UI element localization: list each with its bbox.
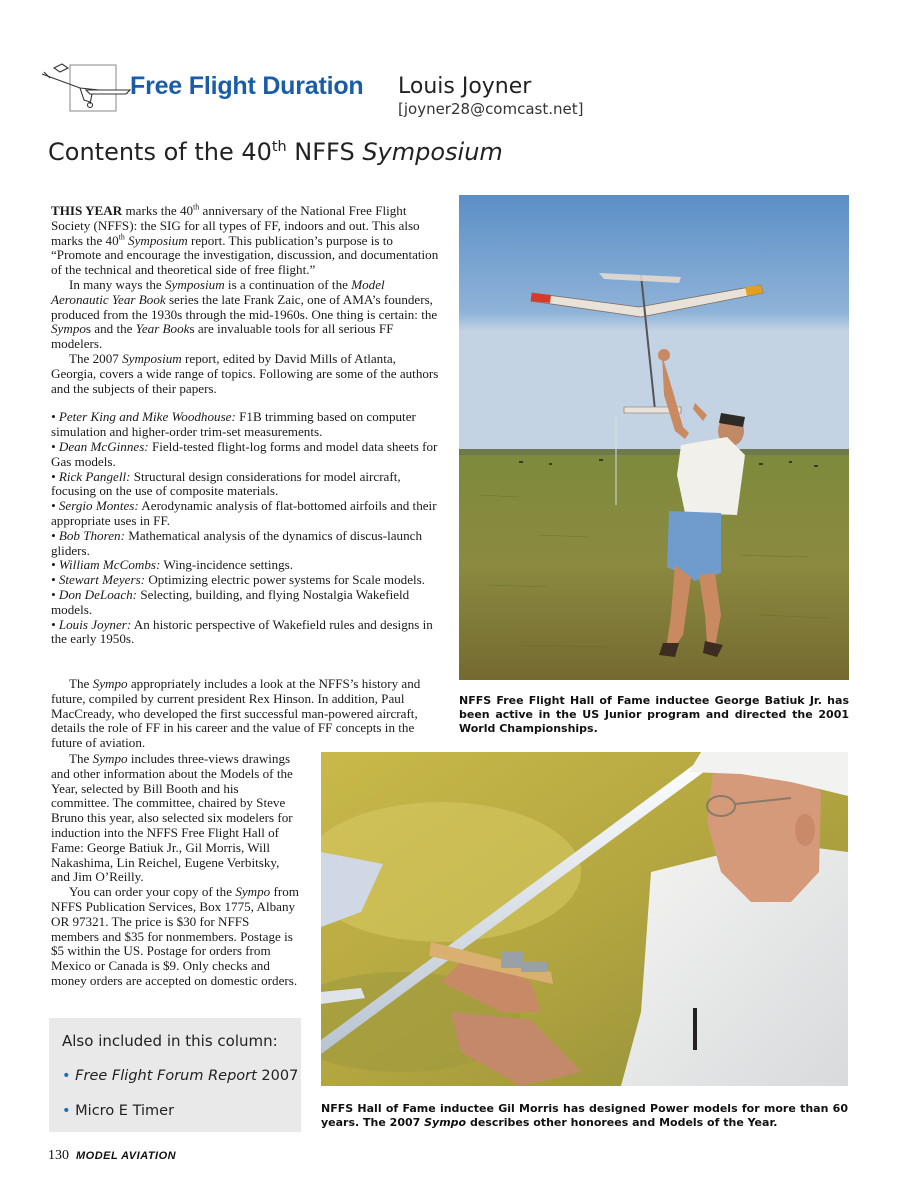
also-included-item: • Micro E Timer: [62, 1103, 175, 1119]
list-item: • Rick Pangell: Structural design considerations for model aircraft, focusing on the use of composite materials.: [51, 468, 401, 499]
paper-list: [51, 410, 441, 647]
article-title: Contents of the 40th NFFS Symposium: [48, 138, 503, 166]
paragraph-history: The Sympo appropriately includes a look at the NFFS’s history and future, compiled by current president Rex Hinson. In addition, Paul MacCready, who developed the first successful man-powered aircraft, details the role of FF in his career and the value of FF concepts in the future of aviation.: [51, 676, 421, 751]
list-item: • William McCombs: Wing-incidence settings.: [51, 557, 294, 573]
article-body-bottom: [51, 752, 300, 989]
also-included-title: Also included in this column:: [62, 1032, 278, 1050]
paragraph-year-book: In many ways the Symposium is a continuation of the Model Aeronautic Year Book series the late Frank Zaic, one of AMA’s founders, produced from the 1930s through the mid-1960s. One thing is certain: the Sympos and the Year Books are invaluable tools for all serious FF modelers.: [51, 276, 438, 352]
column-title: Free Flight Duration: [130, 72, 364, 100]
photo-gil-morris-power-model: [321, 752, 848, 1086]
also-included-box: [49, 1018, 301, 1132]
paragraph-intro: THIS YEAR marks the 40th anniversary of the National Free Flight Society (NFFS): the SIG for all types of FF, indoors and out. This also marks the 40th Symposium report. This publication’s purpose is to “Promote and encourage the investigation, discussion, and documentation of the technical and theoretical side of free flight.”: [51, 202, 439, 278]
paragraph-hall-of-fame: The Sympo includes three-views drawings and other information about the Models of the Year, selected by Bill Booth and his committee. The committee, chaired by Steve Bruno this year, also selected six modelers for induction into the NFFS Free Flight Hall of Fame: George Batiuk Jr., Gil Morris, Will Nakashima, Lin Reichel, Eugene Verbitsky, and Jim O’Reilly.: [51, 751, 293, 885]
magazine-name: MODEL AVIATION: [76, 1150, 177, 1162]
also-included-item: • Free Flight Forum Report 2007: [62, 1068, 299, 1084]
caption-photo-2: NFFS Hall of Fame inductee Gil Morris has designed Power models for more than 60 years. The 2007 Sympo describes other honorees and Models of the Year.: [321, 1102, 848, 1129]
list-item: • Bob Thoren: Mathematical analysis of the dynamics of discus-launch gliders.: [51, 527, 423, 558]
page-footer: [48, 1148, 176, 1164]
author-name: Louis Joyner: [398, 74, 532, 99]
list-item: • Don DeLoach: Selecting, building, and flying Nostalgia Wakefield models.: [51, 586, 410, 617]
page-number: 130: [48, 1148, 69, 1163]
bullet-icon: •: [62, 1103, 71, 1119]
photo-george-batiuk-launch: [459, 195, 849, 680]
list-item: • Louis Joyner: An historic perspective of Wakefield rules and designs in the early 1950s.: [51, 616, 433, 647]
paragraph-report: The 2007 Symposium report, edited by David Mills of Atlanta, Georgia, covers a wide range of topics. Following are some of the authors and the subjects of their papers.: [51, 350, 439, 396]
author-email: [joyner28@comcast.net]: [398, 100, 584, 118]
bullet-icon: •: [62, 1068, 71, 1084]
list-item: • Stewart Meyers: Optimizing electric power systems for Scale models.: [51, 572, 426, 588]
list-item: • Dean McGinnes: Field-tested flight-log forms and model data sheets for Gas models.: [51, 438, 438, 469]
caption-photo-1: NFFS Free Flight Hall of Fame inductee George Batiuk Jr. has been active in the US Junior program and directed the 2001 World Championships.: [459, 694, 849, 735]
article-body-history: [51, 677, 436, 751]
article-body-top: [51, 204, 441, 647]
free-flight-logo: [40, 60, 132, 116]
paragraph-order: You can order your copy of the Sympo from NFFS Publication Services, Box 1775, Albany OR 97321. The price is $30 for NFFS members and $35 for nonmembers. Postage is $5 within the US. Postage for orders from Mexico or Canada is $9. Only checks and money orders are accepted on domestic orders.: [51, 884, 299, 988]
list-item: • Peter King and Mike Woodhouse: F1B trimming based on computer simulation and higher-order trim-set measurements.: [51, 409, 416, 440]
list-item: • Sergio Montes: Aerodynamic analysis of flat-bottomed airfoils and their appropriate uses in FF.: [51, 498, 437, 528]
